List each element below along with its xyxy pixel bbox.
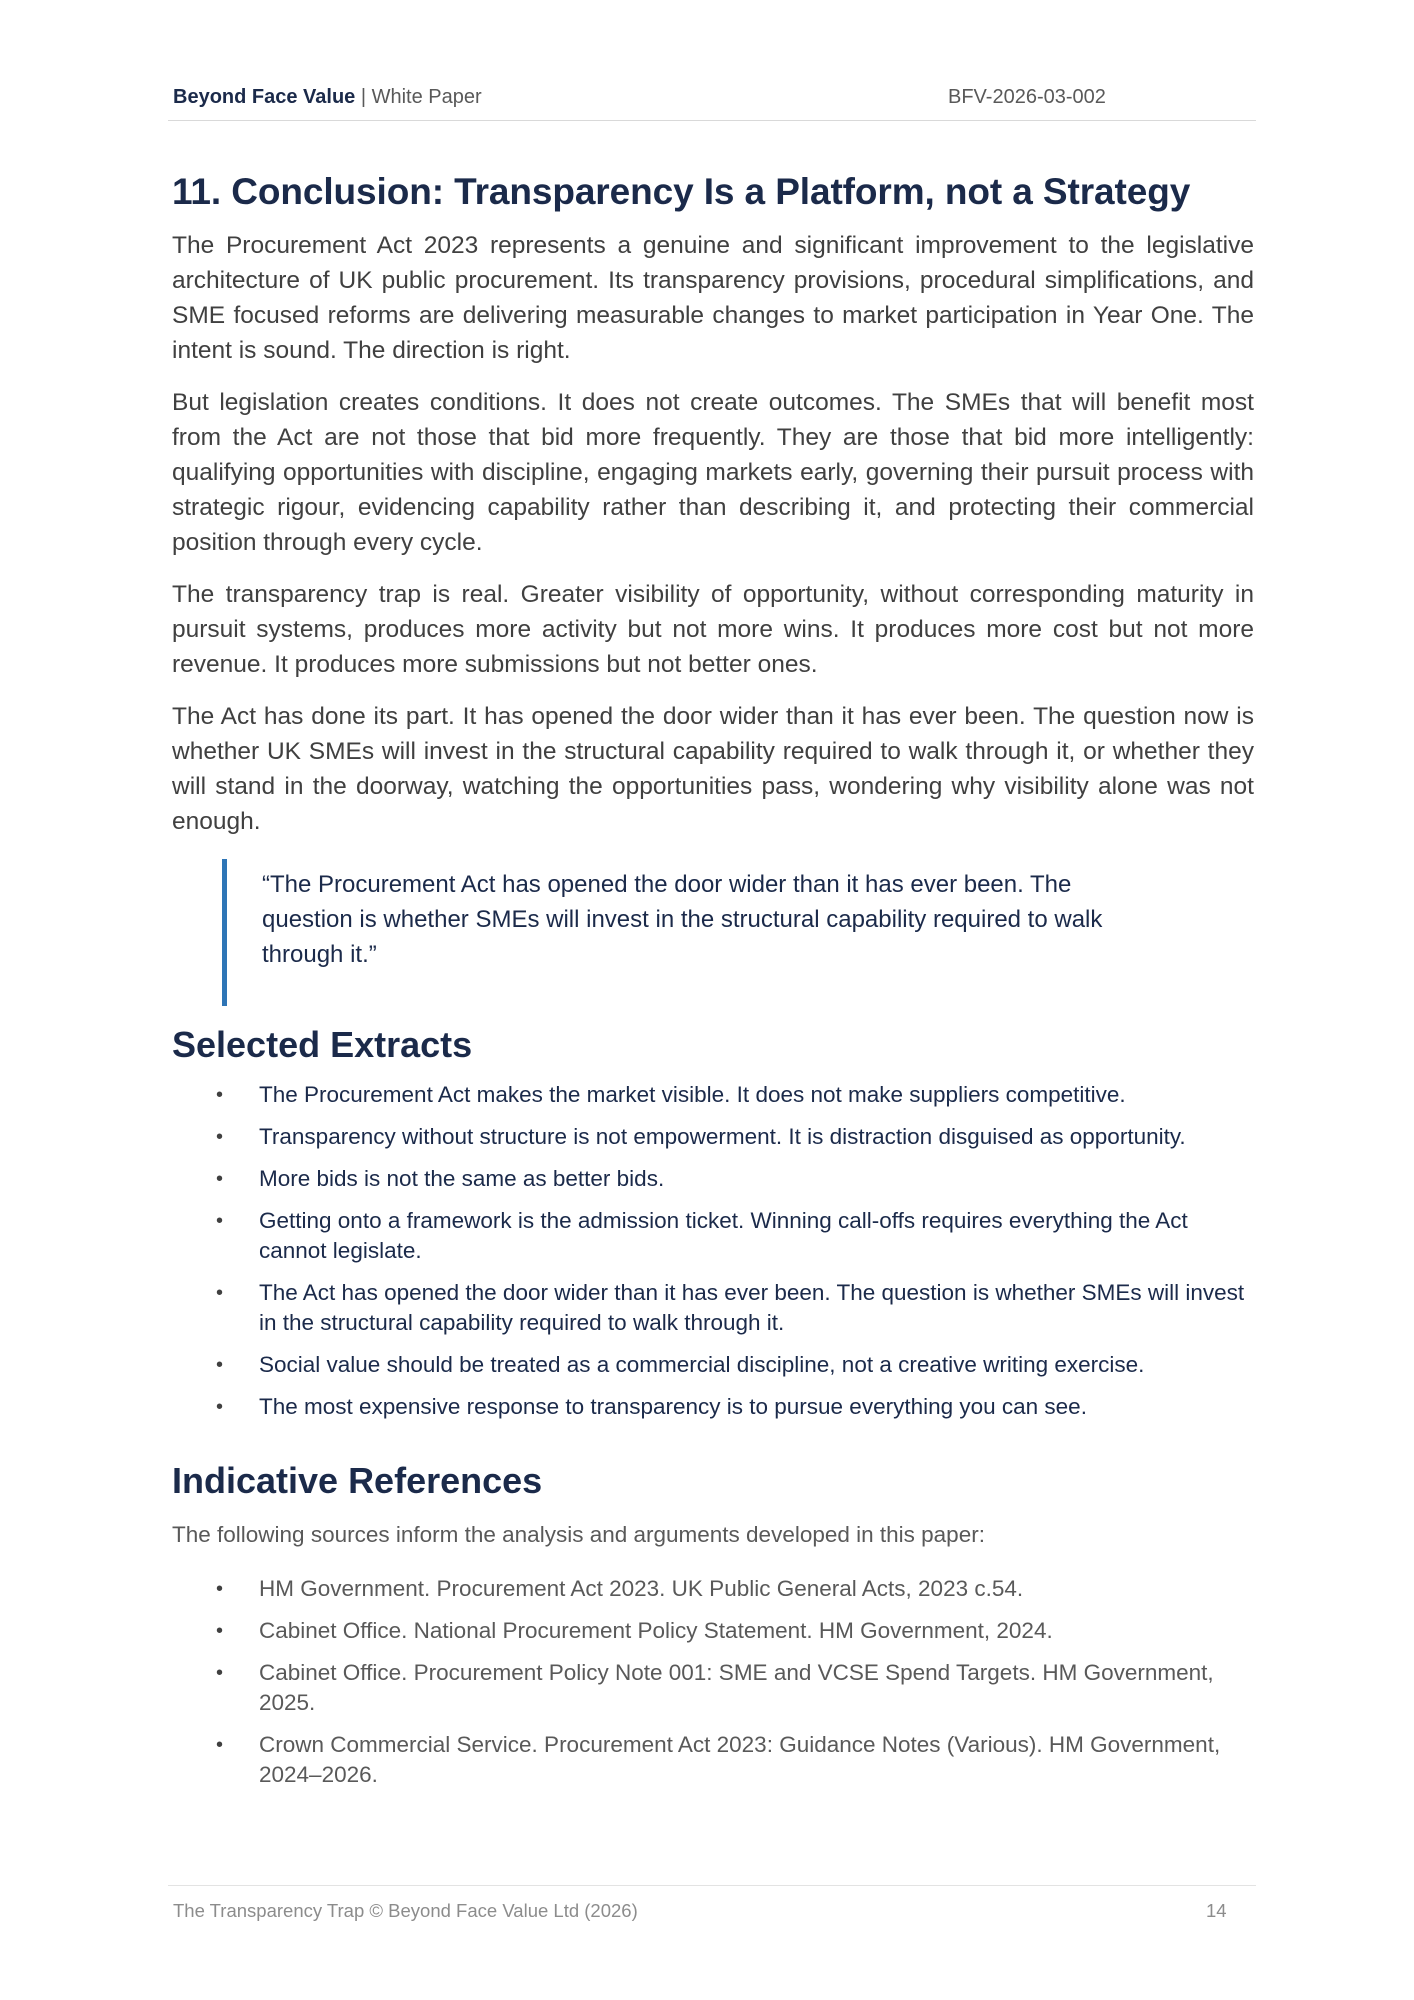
extract-text: Transparency without structure is not empowerment. It is distraction disguised as opportunity.: [259, 1124, 1186, 1149]
references-heading: Indicative References: [172, 1460, 543, 1501]
reference-item: [172, 1730, 1254, 1790]
bullet-icon: •: [216, 1210, 224, 1232]
extract-text: The Procurement Act makes the market visible. It does not make suppliers competitive.: [259, 1082, 1126, 1107]
bullet-icon: •: [216, 1734, 224, 1756]
footer-copyright: The Transparency Trap © Beyond Face Value Ltd (2026): [173, 1900, 638, 1921]
body-paragraph: The Procurement Act 2023 represents a genuine and significant improvement to the legislative architecture of UK public procurement. Its transparency provisions, procedural simplifications, and SME focused reforms are delivering measurable changes to market participation in Year One. The intent is sound. The direction is right.: [172, 232, 1254, 364]
page-number: 14: [1206, 1900, 1227, 1921]
page-content: [172, 170, 1254, 1802]
bullet-icon: •: [216, 1168, 224, 1190]
extract-item: [172, 1278, 1254, 1338]
references-intro: The following sources inform the analysis and arguments developed in this paper:: [172, 1522, 985, 1547]
extract-text: More bids is not the same as better bids.: [259, 1166, 665, 1191]
body-paragraph: The transparency trap is real. Greater visibility of opportunity, without corresponding maturity in pursuit systems, produces more activity but not more wins. It produces more cost but not more revenue. It produces more submissions but not better ones.: [172, 581, 1254, 678]
reference-text: Cabinet Office. National Procurement Policy Statement. HM Government, 2024.: [259, 1618, 1053, 1643]
references-list: [172, 1574, 1254, 1790]
body-paragraph: But legislation creates conditions. It does not create outcomes. The SMEs that will benefit most from the Act are not those that bid more frequently. They are those that bid more intelligently: qualifying opportunities with discipline, engaging markets early, governing their pursuit process with strategic rigour, evidencing capability rather than describing it, and protecting their commercial position through every cycle.: [172, 389, 1254, 556]
pull-quote-text: “The Procurement Act has opened the door wider than it has ever been. The question is whether SMEs will invest in the structural capability required to walk through it.”: [262, 871, 1103, 968]
extract-text: The most expensive response to transparency is to pursue everything you can see.: [259, 1394, 1087, 1419]
reference-item: [172, 1658, 1254, 1718]
bullet-icon: •: [216, 1282, 224, 1304]
section-title: 11. Conclusion: Transparency Is a Platform, not a Strategy: [172, 171, 1191, 212]
extract-item: [172, 1206, 1254, 1266]
extract-text: Social value should be treated as a commercial discipline, not a creative writing exercise.: [259, 1352, 1145, 1377]
header-brand: [173, 86, 482, 109]
extract-text: Getting onto a framework is the admission ticket. Winning call-offs requires everything the Act cannot legislate.: [259, 1208, 1188, 1263]
bullet-icon: •: [216, 1578, 224, 1600]
bullet-icon: •: [216, 1354, 224, 1376]
extract-item: [172, 1164, 1254, 1194]
reference-item: [172, 1574, 1254, 1604]
brand-name: Beyond Face Value: [173, 86, 356, 108]
extract-item: [172, 1350, 1254, 1380]
extract-item: [172, 1392, 1254, 1422]
reference-item: [172, 1616, 1254, 1646]
pull-quote: [222, 859, 1162, 1006]
bullet-icon: •: [216, 1126, 224, 1148]
reference-text: Cabinet Office. Procurement Policy Note 001: SME and VCSE Spend Targets. HM Government, 2025.: [259, 1660, 1214, 1715]
extract-item: [172, 1122, 1254, 1152]
bullet-icon: •: [216, 1396, 224, 1418]
doc-type: White Paper: [371, 86, 482, 108]
page-header: [168, 84, 1256, 121]
extract-text: The Act has opened the door wider than it has ever been. The question is whether SMEs will invest in the structural capability required to walk through it.: [259, 1280, 1245, 1335]
extracts-heading: Selected Extracts: [172, 1024, 473, 1065]
extract-item: [172, 1080, 1254, 1110]
document-id: BFV-2026-03-002: [948, 86, 1106, 108]
reference-text: HM Government. Procurement Act 2023. UK Public General Acts, 2023 c.54.: [259, 1576, 1024, 1601]
bullet-icon: •: [216, 1620, 224, 1642]
page-footer: [168, 1885, 1256, 1921]
bullet-icon: •: [216, 1084, 224, 1106]
extracts-list: [172, 1080, 1254, 1422]
body-paragraph: The Act has done its part. It has opened the door wider than it has ever been. The question now is whether UK SMEs will invest in the structural capability required to walk through it, or whether they will stand in the doorway, watching the opportunities pass, wondering why visibility alone was not enough.: [172, 703, 1254, 835]
reference-text: Crown Commercial Service. Procurement Act 2023: Guidance Notes (Various). HM Government, 2024–2026.: [259, 1732, 1221, 1787]
bullet-icon: •: [216, 1662, 224, 1684]
header-separator: |: [355, 86, 372, 108]
